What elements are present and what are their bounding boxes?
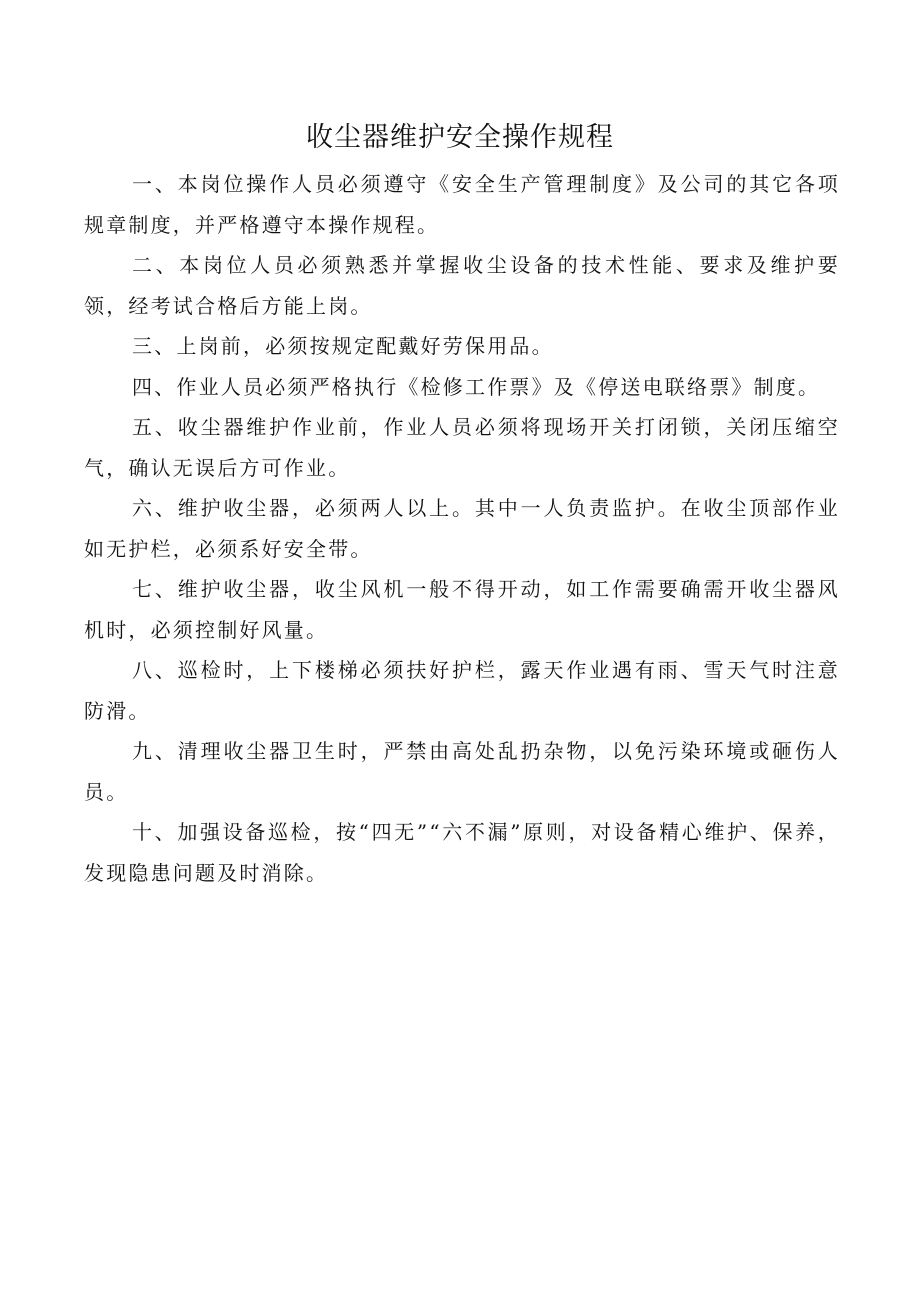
- rule-paragraph-1: 一、本岗位操作人员必须遵守《安全生产管理制度》及公司的其它各项规章制度，并严格遵守本操作规程。: [84, 172, 840, 237]
- rule-paragraph-2: 二、本岗位人员必须熟悉并掌握收尘设备的技术性能、要求及维护要领，经考试合格后方能上岗。: [84, 253, 840, 318]
- document-title: 收尘器维护安全操作规程: [306, 122, 614, 153]
- rule-paragraph-8: 八、巡检时，上下楼梯必须扶好护栏，露天作业遇有雨、雪天气时注意防滑。: [84, 658, 840, 723]
- rule-paragraph-7: 七、维护收尘器，收尘风机一般不得开动，如工作需要确需开收尘器风机时，必须控制好风量。: [84, 577, 840, 642]
- rule-paragraph-3: 三、上岗前，必须按规定配戴好劳保用品。: [132, 334, 554, 358]
- rule-paragraph-4: 四、作业人员必须严格执行《检修工作票》及《停送电联络票》制度。: [132, 374, 821, 399]
- document-body: [84, 164, 840, 893]
- rule-paragraph-10: 十、加强设备巡检，按“四无”“六不漏”原则，对设备精心维护、保养，发现隐患问题及时消除。: [84, 820, 840, 885]
- rule-paragraph-9: 九、清理收尘器卫生时，严禁由高处乱扔杂物，以免污染环境或砸伤人员。: [84, 739, 840, 804]
- rule-paragraph-5: 五、收尘器维护作业前，作业人员必须将现场开关打闭锁，关闭压缩空气，确认无误后方可作业。: [84, 415, 840, 480]
- rule-paragraph-6: 六、维护收尘器，必须两人以上。其中一人负责监护。在收尘顶部作业如无护栏，必须系好安全带。: [84, 496, 840, 561]
